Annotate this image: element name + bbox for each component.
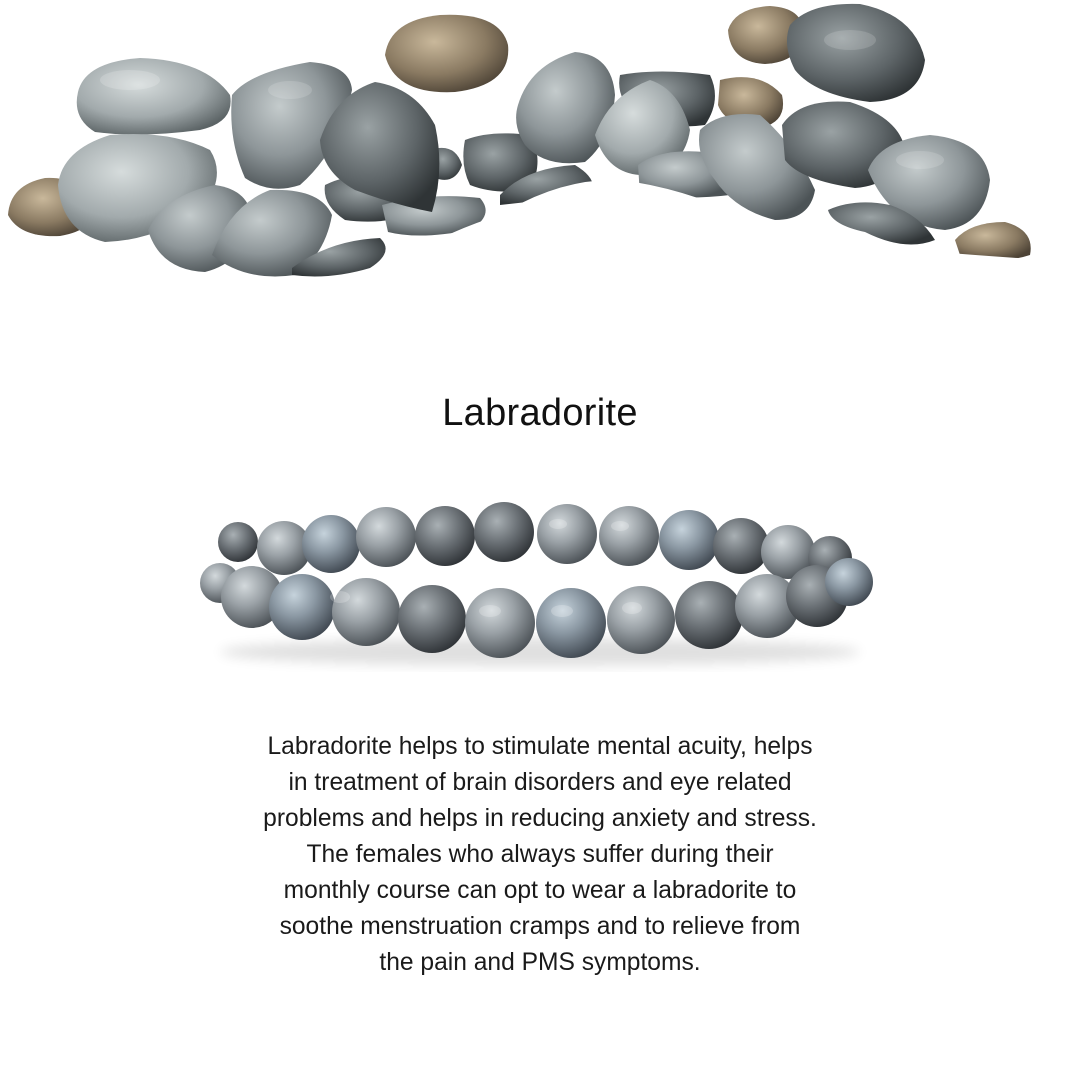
description-line: Labradorite helps to stimulate mental acuity, helps bbox=[267, 733, 813, 760]
description-line: problems and helps in reducing anxiety and stress. bbox=[263, 805, 817, 832]
description-line: The females who always suffer during their bbox=[306, 841, 774, 868]
description-line: monthly course can opt to wear a labradorite to bbox=[283, 877, 797, 904]
description bbox=[220, 729, 860, 981]
description-line: in treatment of brain disorders and eye related bbox=[288, 769, 792, 796]
description-line: soothe menstruation cramps and to relieve from bbox=[279, 913, 801, 940]
page-title: Labradorite bbox=[442, 392, 638, 434]
description-line: the pain and PMS symptoms. bbox=[379, 949, 701, 976]
tumbled-stones-image bbox=[0, 0, 1080, 290]
bracelet-image bbox=[190, 480, 890, 680]
